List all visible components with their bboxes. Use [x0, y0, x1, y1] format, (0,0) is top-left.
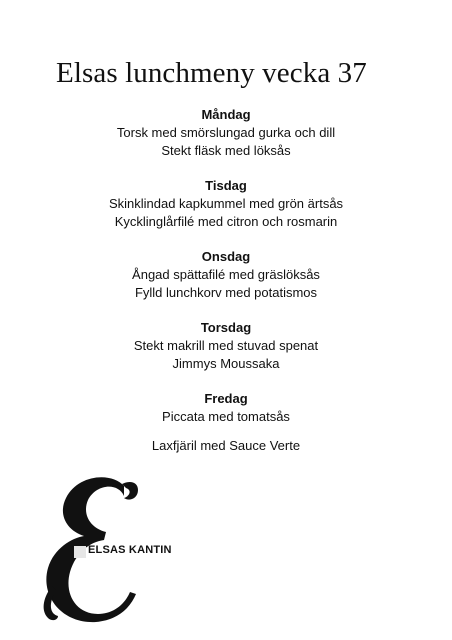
dish: Stekt fläsk med löksås	[161, 143, 291, 158]
dish: Laxfjäril med Sauce Verte	[151, 438, 301, 453]
elsas-kantin-logo	[26, 468, 186, 628]
dish: Ångad spättafilé med gräslöksås	[132, 267, 320, 282]
day-block-wednesday	[0, 248, 452, 302]
day-block-thursday	[0, 319, 452, 373]
page-title: Elsas lunchmeny vecka 37	[56, 57, 367, 89]
logo-square	[74, 546, 86, 558]
dish: Stekt makrill med stuvad spenat	[133, 338, 319, 353]
dish: Kycklinglårfilé med citron och rosmarin	[114, 214, 338, 229]
dish: Jimmys Moussaka	[172, 356, 280, 371]
dish: Torsk med smörslungad gurka och dill	[116, 125, 336, 140]
day-name: Torsdag	[200, 320, 252, 335]
day-block-friday	[0, 390, 452, 455]
day-name: Onsdag	[201, 249, 251, 264]
logo-text: ELSAS KANTIN	[88, 544, 172, 556]
day-block-tuesday	[0, 177, 452, 231]
day-name: Tisdag	[205, 178, 247, 193]
dish: Piccata med tomatsås	[162, 409, 290, 424]
lunch-menu	[0, 106, 452, 472]
day-name: Fredag	[204, 391, 248, 406]
dish: Skinklindad kapkummel med grön ärtsås	[108, 196, 344, 211]
dish: Fylld lunchkorv med potatismos	[134, 285, 318, 300]
day-block-monday	[0, 106, 452, 160]
day-name: Måndag	[201, 107, 251, 122]
